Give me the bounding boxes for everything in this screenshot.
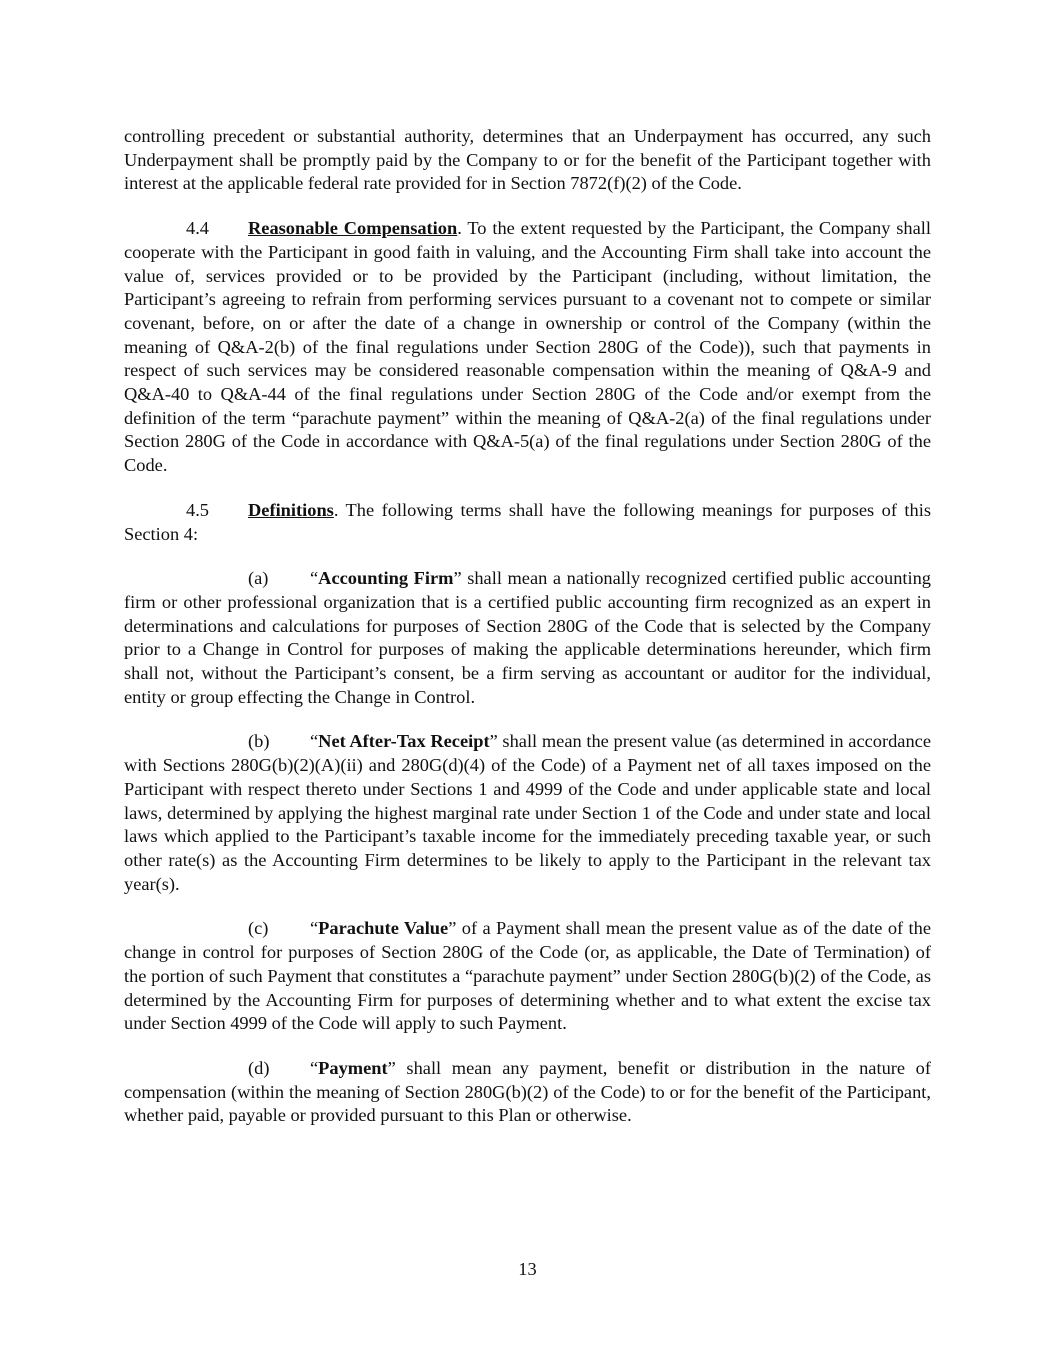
definition-d-open-quote: “ (310, 1057, 319, 1078)
document-body (124, 125, 931, 1149)
definition-d-text: ” shall mean any payment, benefit or distribution in the nature of compensation (within the meaning of Section 280G(b)(2) of the Code) to or for the benefit of the Participant, whether paid, payable or provided pursuant to this Plan or otherwise. (124, 1057, 931, 1126)
definition-b-term: Net After-Tax Receipt (318, 731, 490, 752)
definition-c-open-quote: “ (310, 918, 319, 939)
definition-c-term: Parachute Value (318, 918, 449, 939)
section-4-4-text: . To the extent requested by the Participant, the Company shall cooperate with the Participant in good faith in valuing, and the Accounting Firm shall take into account the value of, services provided or to be provided by the Participant (including, without limitation, the Participant’s agreeing to refrain from performing services pursuant to a covenant not to compete or similar covenant, before, on or after the date of a change in ownership or control of the Company (within the meaning of Q&A-2(b) of the final regulations under Section 280G of the Code)), such that payments in respect of such services may be considered reasonable compensation within the meaning of Q&A-9 and Q&A-40 to Q&A-44 of the final regulations under Section 280G of the Code and/or exempt from the definition of the term “parachute payment” within the meaning of Q&A-2(a) of the final regulations under Section 280G of the Code in accordance with Q&A-5(a) of the final regulations under Section 280G of the Code. (124, 218, 931, 476)
definition-a-paragraph (124, 567, 931, 709)
section-4-5-heading: Definitions (248, 499, 334, 520)
definition-d-term: Payment (318, 1057, 388, 1078)
section-4-4-heading: Reasonable Compensation (248, 218, 458, 239)
section-4-5-number: 4.5 (186, 499, 209, 520)
definition-d-paragraph (124, 1057, 931, 1128)
definition-a-text: ” shall mean a nationally recognized certified public accounting firm or other professional organization that is a certified public accounting firm recognized as an expert in determinations and calculations for purposes of Section 280G of the Code that is selected by the Company prior to a Change in Control for purposes of making the applicable determinations hereunder, which firm shall not, without the Participant’s consent, be a firm serving as accountant or auditor for the individual, entity or group effecting the Change in Control. (124, 568, 931, 707)
definition-b-paragraph (124, 730, 931, 896)
definition-b-open-quote: “ (310, 731, 319, 752)
definition-a-label: (a) (248, 568, 269, 589)
definition-c-text: ” of a Payment shall mean the present value as of the date of the change in control for purposes of Section 280G of the Code (or, as applicable, the Date of Termination) of the portion of such Payment that constitutes a “parachute payment” under Section 280G(b)(2) of the Code, as determined by the Accounting Firm for purposes of determining whether and to what extent the excise tax under Section 4999 of the Code will apply to such Payment. (124, 918, 931, 1034)
definition-a-term: Accounting Firm (318, 568, 454, 589)
section-4-4-paragraph (124, 217, 931, 478)
definition-b-text: ” shall mean the present value (as determined in accordance with Sections 280G(b)(2)(A)(ii) and 280G(d)(4) of the Code) of a Payment net of all taxes imposed on the Participant with respect thereto under Sections 1 and 4999 of the Code and under applicable state and local laws, determined by applying the highest marginal rate under Section 1 of the Code and under state and local laws which applied to the Participant’s taxable income for the immediately preceding taxable year, or such other rate(s) as the Accounting Firm determines to be likely to apply to the Participant in the relevant tax year(s). (124, 731, 931, 894)
definition-c-paragraph (124, 917, 931, 1036)
definition-b-label: (b) (248, 731, 270, 752)
definition-d-label: (d) (248, 1057, 270, 1078)
definition-c-label: (c) (248, 918, 269, 939)
section-4-4-number: 4.4 (186, 218, 209, 239)
section-4-5-paragraph (124, 499, 931, 546)
section-4-5-text: . The following terms shall have the following meanings for purposes of this Section 4: (124, 499, 931, 544)
definition-a-open-quote: “ (310, 568, 319, 589)
page-number: 13 (518, 1259, 537, 1279)
continuation-paragraph: controlling precedent or substantial authority, determines that an Underpayment has occurred, any such Underpayment shall be promptly paid by the Company to or for the benefit of the Participant together with interest at the applicable federal rate provided for in Section 7872(f)(2) of the Code. (124, 126, 931, 194)
